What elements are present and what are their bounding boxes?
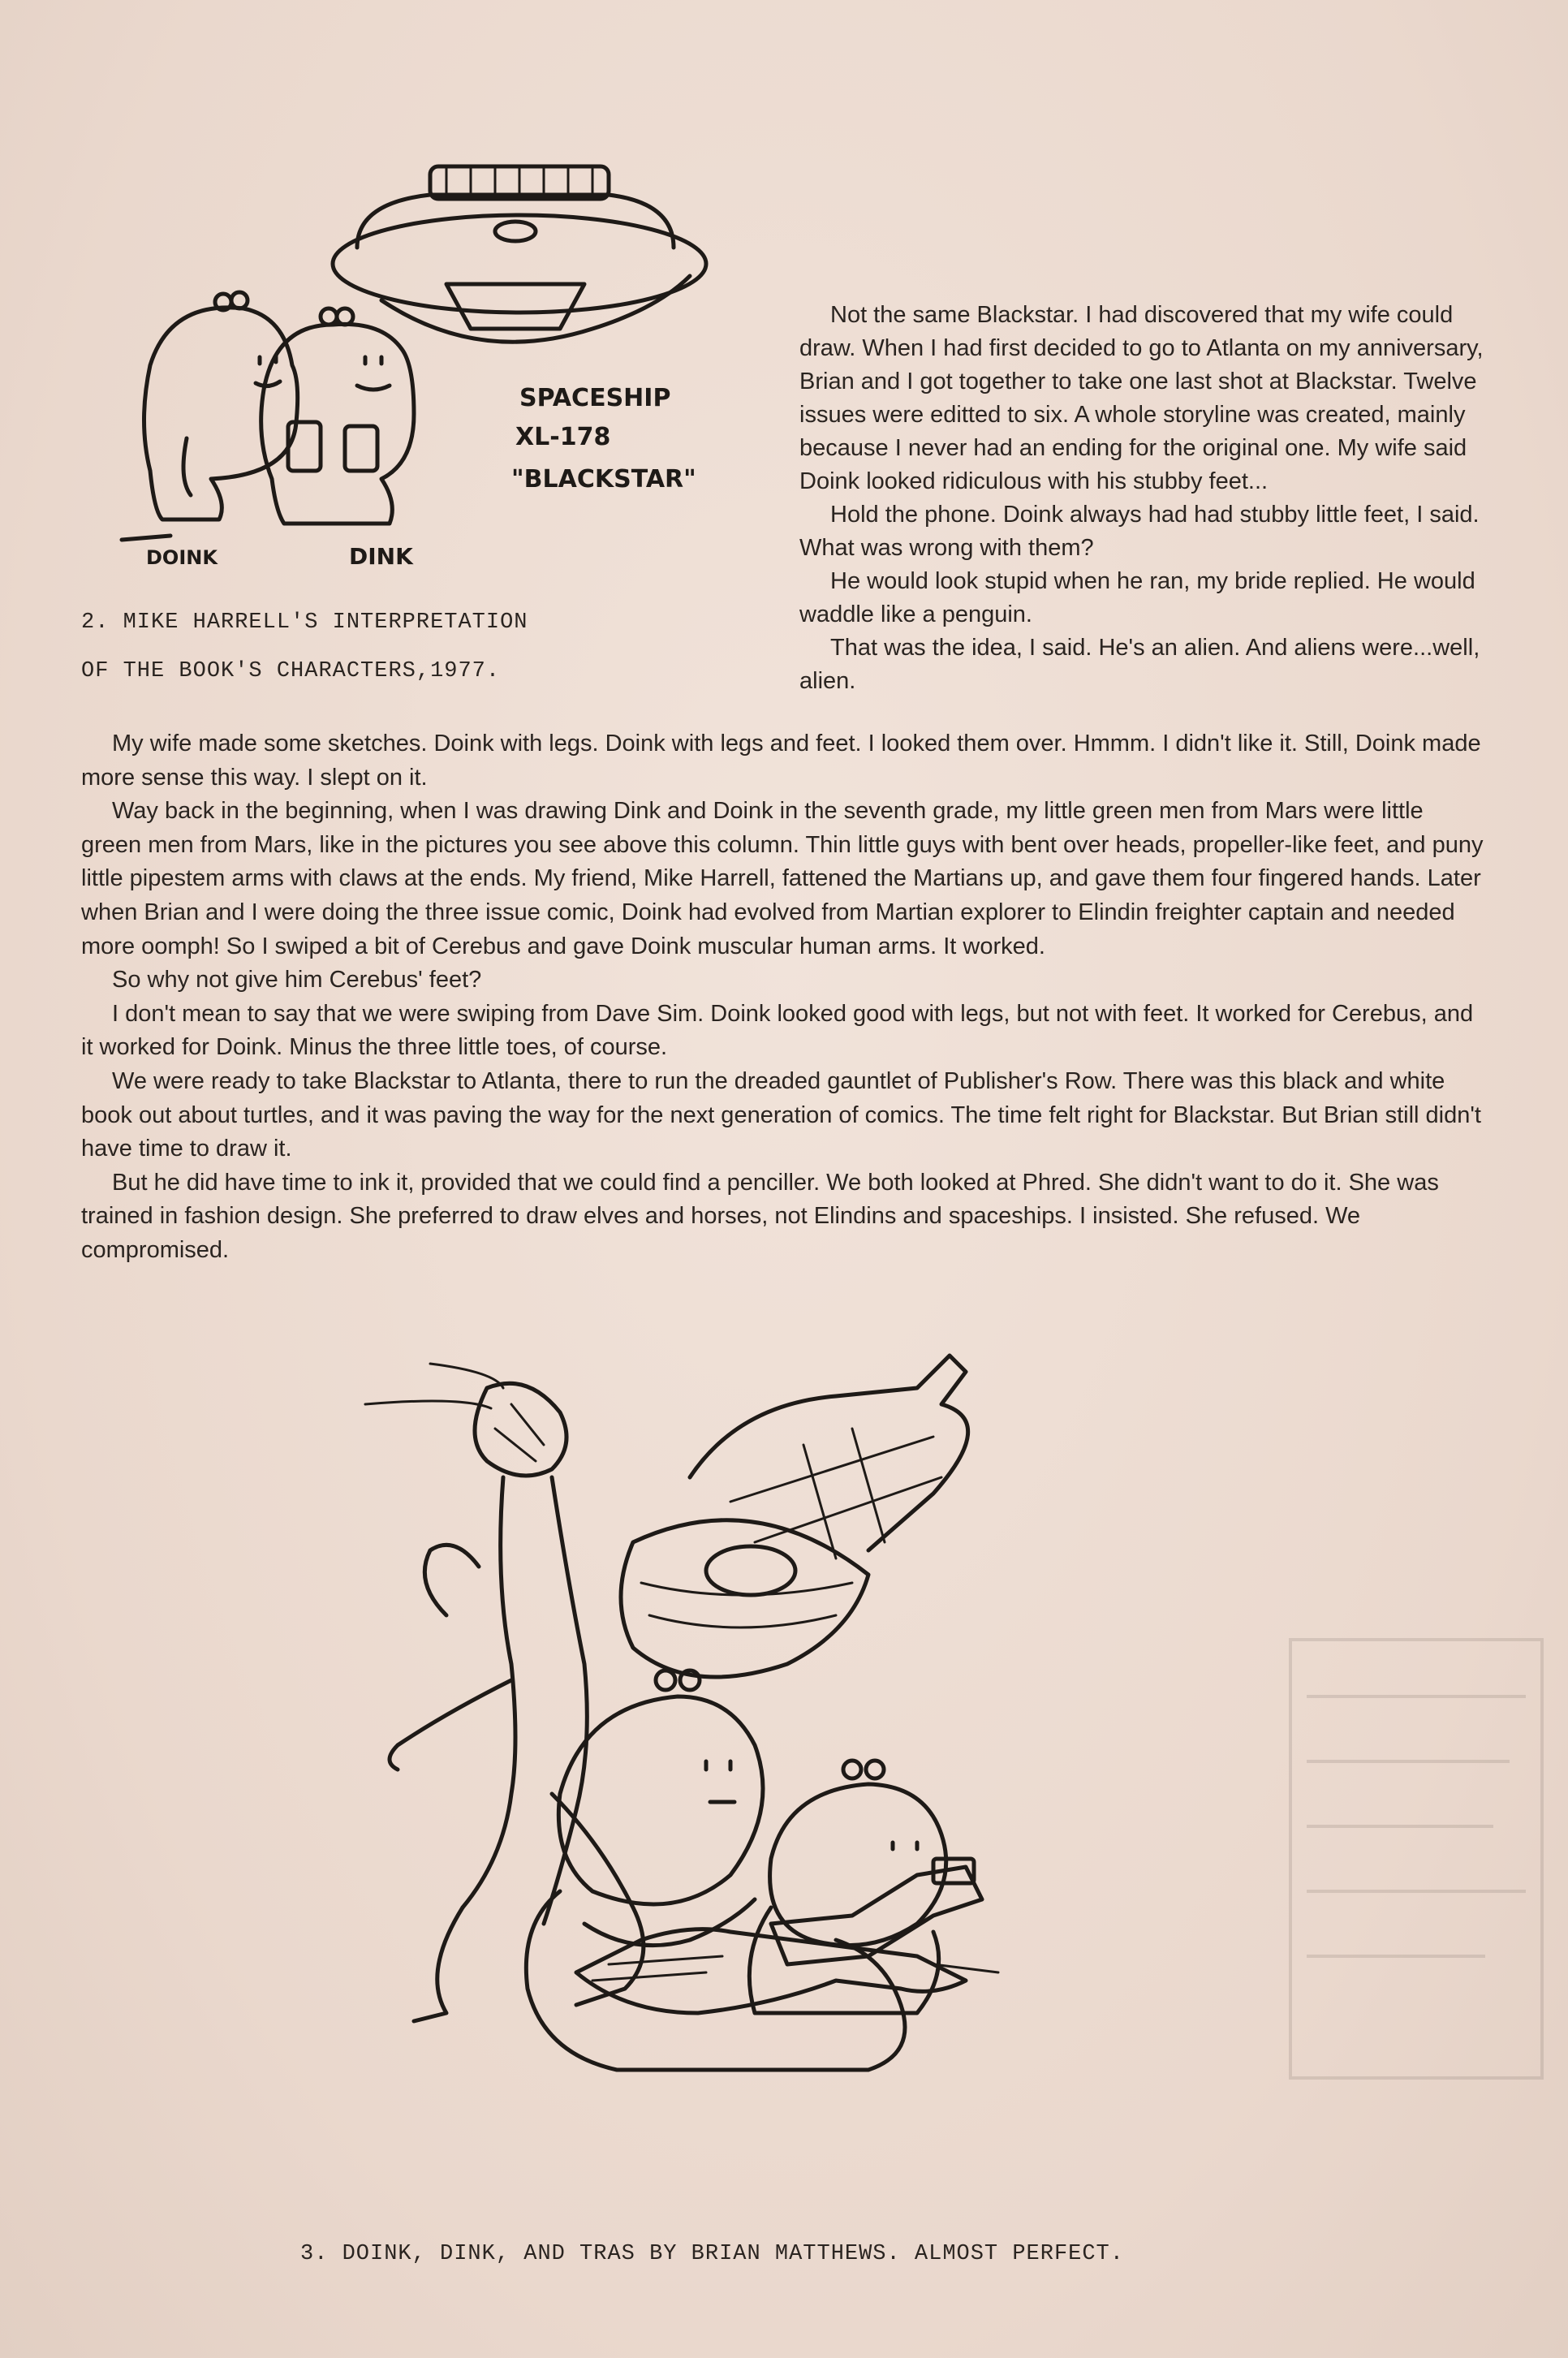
paragraph: My wife made some sketches. Doink with legs. Doink with legs and feet. I looked them over. Hmmm. I didn't like it. Still, Doink made more sense this way. I slept on it. — [81, 731, 1481, 791]
figure-3-drawing — [349, 1339, 1258, 2159]
figure-3-caption: 3. DOINK, DINK, AND TRAS BY BRIAN MATTHEWS. ALMOST PERFECT. — [300, 2242, 1124, 2266]
paragraph: Not the same Blackstar. I had discovered that my wife could draw. When I had first decided to go to Atlanta on my anniversary, Brian and I got together to take one last shot at Blackstar. Twelve issues were editted to six. A whole storyline was created, mainly because I never had an ending for the original one. My wife said Doink looked ridiculous with his stubby feet... — [799, 302, 1484, 494]
spaceship-name-label: "BLACKSTAR" — [511, 465, 696, 494]
figure-2-caption-line-1: 2. MIKE HARRELL'S INTERPRETATION — [81, 610, 528, 635]
paragraph: Hold the phone. Doink always had had stubby little feet, I said. What was wrong with them? — [799, 502, 1480, 561]
figure-2-caption-line-2: OF THE BOOK'S CHARACTERS,1977. — [81, 659, 501, 683]
paragraph: But he did have time to ink it, provided that we could find a penciller. We both looked at Phred. She didn't want to do it. She was trained in fashion design. She preferred to draw elves and horses, not Elindins and spaceships. I insisted. She refused. We compromised. — [81, 1169, 1439, 1263]
paragraph: He would look stupid when he ran, my bride replied. He would waddle like a penguin. — [799, 568, 1475, 627]
bleed-through-texture — [1282, 1632, 1550, 2086]
figure-2-drawing — [89, 154, 763, 576]
right-column-text — [799, 299, 1489, 698]
main-body-text — [81, 727, 1489, 1268]
paragraph: So why not give him Cerebus' feet? — [112, 967, 482, 994]
spaceship-label: SPACESHIP — [519, 384, 671, 412]
paragraph: We were ready to take Blackstar to Atlanta, there to run the dreaded gauntlet of Publisher's Row. There was this black and white book out about turtles, and it was paving the way for the next generation of comics. The time felt right for Blackstar. But Brian still didn't have time to draw it. — [81, 1067, 1481, 1162]
doink-dink-tras-illustration — [349, 1339, 1258, 2159]
paragraph: I don't mean to say that we were swiping from Dave Sim. Doink looked good with legs, but not with feet. It worked for Cerebus, and it worked for Doink. Minus the three little toes, of course. — [81, 1000, 1474, 1061]
paragraph: That was the idea, I said. He's an alien. And aliens were...well, alien. — [799, 635, 1480, 694]
dink-label: DINK — [349, 543, 413, 570]
paragraph: Way back in the beginning, when I was drawing Dink and Doink in the seventh grade, my little green men from Mars were little green men from Mars, like in the pictures you see above this column. Thin little guys with bent over heads, propeller-like feet, and puny little pipestem arms with claws at the ends. My friend, Mike Harrell, fattened the Martians up, and gave them four fingered hands. Later when Brian and I were doing the three issue comic, Doink had evolved from Martian explorer to Elindin freighter captain and needed more oomph! So I swiped a bit of Cerebus and gave Doink muscular human arms. It worked. — [81, 798, 1484, 959]
doink-label: DOINK — [146, 546, 218, 569]
spaceship-model-label: XL-178 — [515, 423, 611, 451]
doink-dink-spaceship-sketch — [89, 154, 763, 576]
bleed-through-shapes — [1282, 1632, 1550, 2086]
